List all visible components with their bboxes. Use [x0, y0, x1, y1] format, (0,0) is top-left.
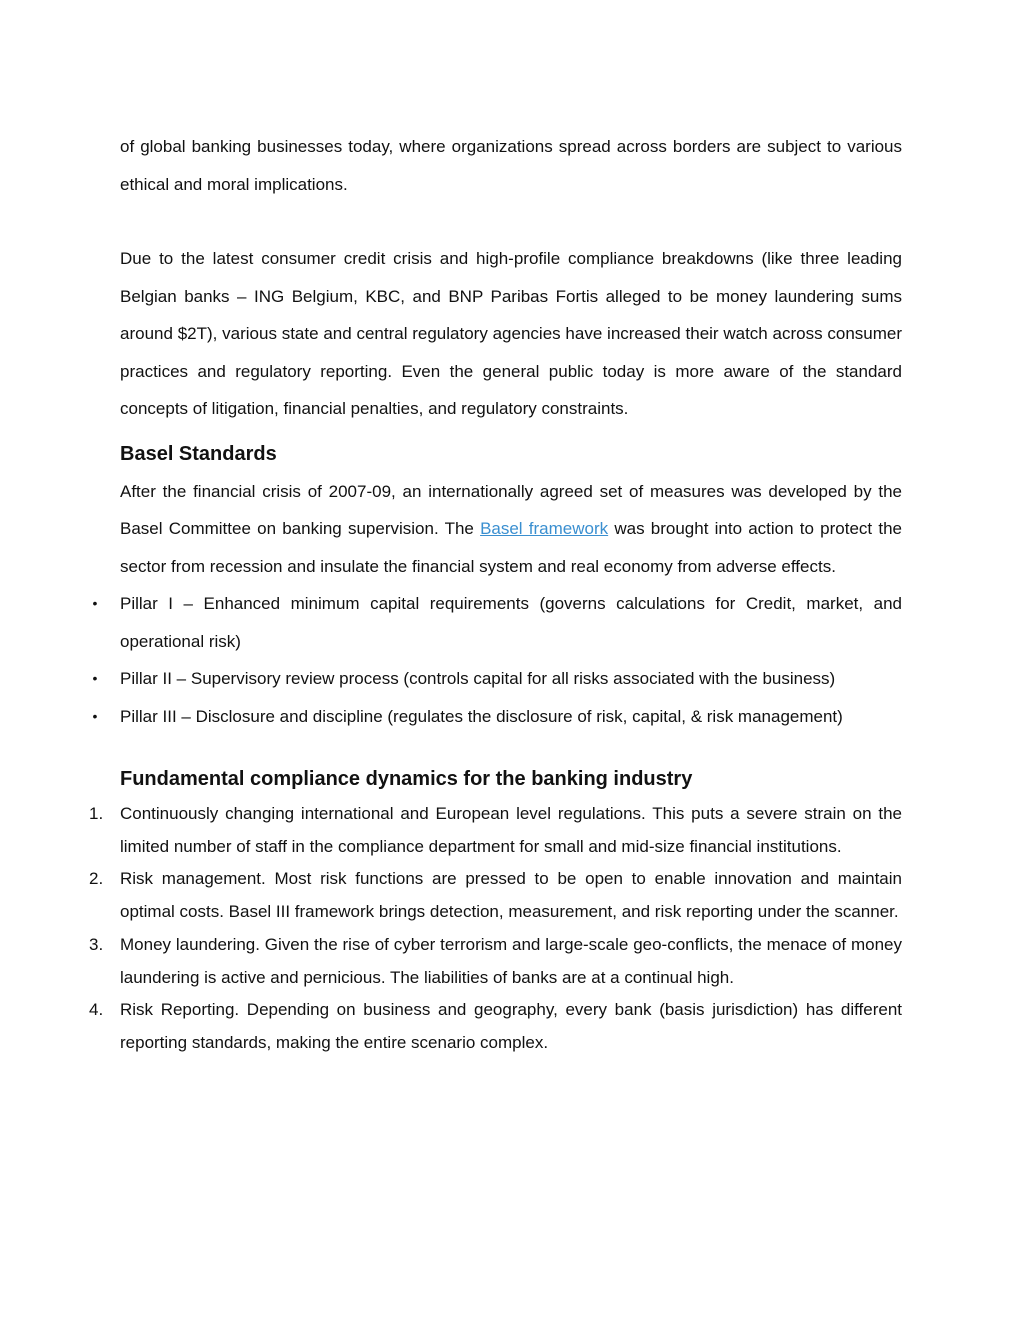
section-spacer [120, 735, 902, 761]
list-item-text: Risk Reporting. Depending on business and geography, every bank (basis jurisdiction) has different reporting standards, making the entire scenario complex. [120, 1000, 902, 1052]
basel-paragraph-text-end: was brought into action to protect the sector from recession and insulate the financial system and real economy from adverse effects. [120, 519, 902, 576]
pillar-2-text: Pillar II – Supervisory review process (controls capital for all risks associated with the business) [120, 669, 836, 688]
intro-paragraph-1: of global banking businesses today, where organizations spread across borders are subject to various ethical and moral implications. [120, 137, 902, 194]
list-item-text: Continuously changing international and European level regulations. This puts a severe strain on the limited number of staff in the compliance department for small and mid-size financial institutions. [120, 804, 902, 856]
list-item [89, 798, 902, 863]
dynamics-list [89, 798, 902, 1060]
intro-paragraph-2: Due to the latest consumer credit crisis and high-profile compliance breakdowns (like three leading Belgian banks – ING Belgium, KBC, and BNP Paribas Fortis alleged to be money laundering sums around $2T), various state and central regulatory agencies have increased their watch across consumer practices and regulatory reporting. Even the general public today is more aware of the standard concepts of litigation, financial penalties, and regulatory constraints. [120, 249, 902, 418]
basel-framework-link[interactable]: Basel framework [480, 519, 609, 538]
basel-paragraph-text-start: After the financial crisis of 2007-09, an internationally agreed set of measures was developed by the Basel Committee on banking supervision. The [120, 481, 902, 538]
list-number: 1. [89, 804, 104, 823]
pillar-3-text: Pillar III – Disclosure and discipline (regulates the disclosure of risk, capital, & risk management) [120, 706, 843, 726]
list-number: 4. [89, 1000, 104, 1020]
bullet-icon: • [92, 670, 98, 686]
list-item-text: Risk management. Most risk functions are pressed to be open to enable innovation and maintain optimal costs. Basel III framework brings detection, measurement, and risk reporting under the scanner. [120, 869, 902, 922]
list-item [89, 863, 902, 928]
list-item-text: Money laundering. Given the rise of cyber terrorism and large-scale geo-conflicts, the menace of money laundering is active and pernicious. The liabilities of banks are at a continual high. [120, 934, 902, 987]
bullet-icon: • [92, 595, 98, 611]
list-item [92, 698, 902, 736]
compliance-dynamics-heading: Fundamental compliance dynamics for the banking industry [120, 768, 693, 790]
basel-standards-heading: Basel Standards [120, 442, 277, 465]
pillar-list [92, 585, 902, 735]
basel-paragraph [120, 473, 902, 586]
list-item [89, 994, 902, 1059]
pillar-1-text: Pillar I – Enhanced minimum capital requirements (governs calculations for Credit, market, and operational risk) [120, 594, 902, 651]
paragraph-spacer [120, 203, 902, 240]
list-item [92, 660, 902, 698]
document-page [89, 128, 902, 1060]
list-number: 3. [89, 934, 104, 954]
list-number: 2. [89, 869, 104, 889]
list-item [89, 929, 902, 994]
bullet-icon: • [92, 707, 98, 724]
list-item [92, 585, 902, 660]
